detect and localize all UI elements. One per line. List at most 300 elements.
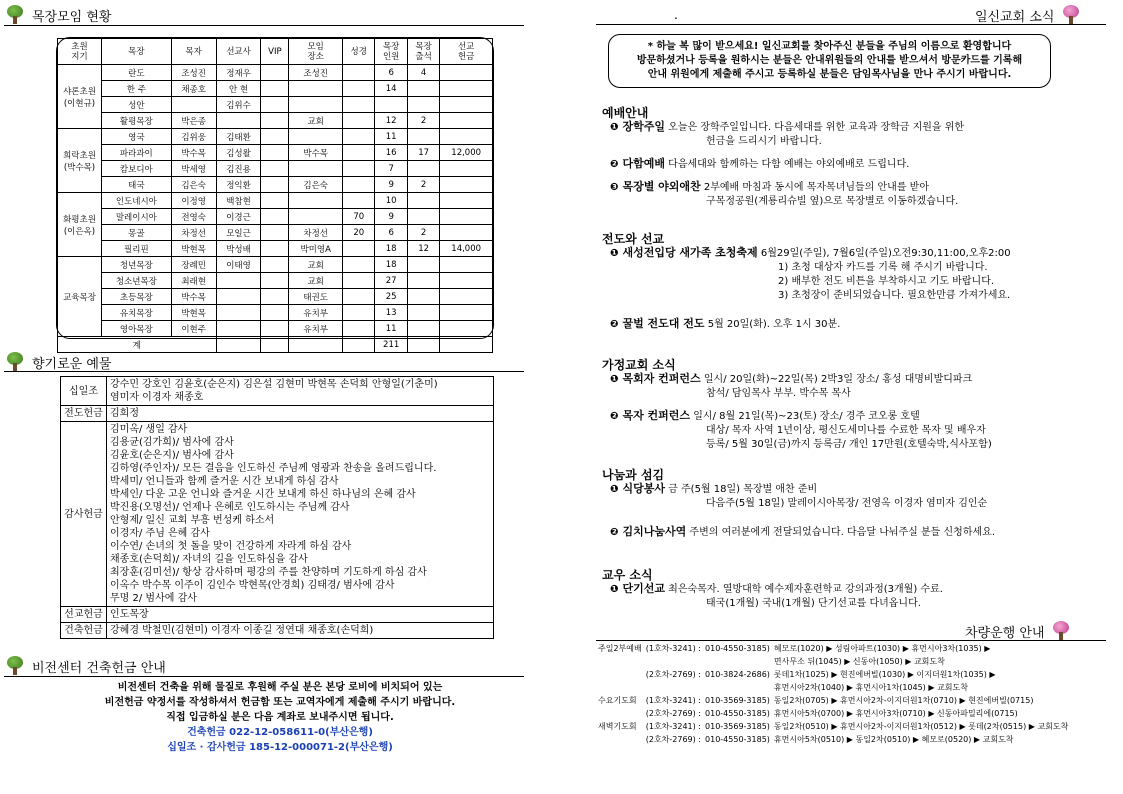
- roster-row: [58, 177, 493, 193]
- roster-table: [57, 38, 493, 353]
- roster-row: [58, 273, 493, 289]
- roster-cell: 18: [375, 241, 407, 257]
- roster-row: [58, 225, 493, 241]
- roster-cell: [216, 337, 261, 353]
- offering-line: 박진용(오명선)/ 언제나 은혜로 인도하시는 주님께 감사: [110, 502, 350, 513]
- roster-header-cell: 모임 장소: [289, 39, 343, 65]
- vehicle-cell: 혜모로(1020) ▶ 성림아파트(1030) ▶ 휴먼시아3차(1035) ▶: [773, 644, 991, 653]
- offering-label: 감사헌금: [61, 422, 107, 607]
- roster-cell: 교회: [289, 113, 343, 129]
- roster-cell: [343, 273, 375, 289]
- roster-cell: [407, 257, 439, 273]
- offering-table: [60, 376, 494, 639]
- roster-total-label: 계: [58, 337, 217, 353]
- vehicle-cell: (1호차-3241) :: [645, 722, 702, 731]
- roster-row: [58, 305, 493, 321]
- roster-cell: [440, 225, 493, 241]
- roster-cell: 이현주: [171, 321, 216, 337]
- notice-item: [610, 246, 1110, 303]
- roster-cell: 초등목장: [102, 289, 172, 305]
- vehicle-cell: [644, 681, 703, 694]
- roster-cell: [261, 273, 289, 289]
- roster-cell: 정익환: [216, 177, 261, 193]
- separator-dot: .: [674, 8, 678, 22]
- notice-item-text: 대상/ 목자 사역 1년이상, 평신도세미나를 수료한 목자 및 배우자: [706, 425, 986, 436]
- notice-item-first-line: [610, 180, 1110, 195]
- notice-item-first-line: [610, 482, 1110, 497]
- roster-cell: 조성진: [171, 65, 216, 81]
- offering-line: 안형제/ 일신 교회 부흥 번성케 하소서: [110, 515, 275, 526]
- roster-cell: [261, 257, 289, 273]
- roster-cell: [343, 129, 375, 145]
- notice-item-title: 장학주일: [622, 120, 665, 133]
- roster-cell: 란도: [102, 65, 172, 81]
- vehicle-header: [965, 621, 1072, 641]
- roster-cell: [407, 129, 439, 145]
- notice-item-text: 다음세대와 함께하는 다함 예배는 야외예배로 드립니다.: [668, 159, 910, 170]
- roster-cell: [261, 241, 289, 257]
- welcome-line: 안내 위원에게 제출해 주시고 등록하실 분들은 담임목사님을 만나 주시기 바랍니다.: [647, 69, 1012, 80]
- roster-cell: 12,000: [440, 145, 493, 161]
- roster-group-name: 교육목장: [58, 257, 102, 337]
- vehicle-cell: 휴먼시아2차(1040) ▶ 휴먼시아1차(1045) ▶ 교회도착: [773, 683, 968, 692]
- roster-cell: 2: [407, 225, 439, 241]
- roster-cell: 조성진: [289, 65, 343, 81]
- roster-cell: 12: [407, 241, 439, 257]
- roster-group-name: 희락초원 (박수목): [58, 129, 102, 193]
- vision-line: 비전헌금 약정서를 작성하셔서 헌금함 또는 교역자에게 제출해 주시기 바랍니다.: [104, 697, 456, 708]
- vehicle-cell: [703, 681, 772, 694]
- offering-line: 이수연/ 손녀의 첫 돌을 맞이 건강하게 자라게 하심 감사: [110, 541, 352, 552]
- roster-cell: [289, 209, 343, 225]
- notice-item-text: 구목정공원(계룡리슈빌 옆)으로 목장별로 이동하겠습니다.: [706, 196, 959, 207]
- roster-cell: [407, 337, 439, 353]
- roster-cell: [440, 305, 493, 321]
- family-heading: 가정교회 소식: [602, 358, 676, 372]
- vehicle-cell: 010-3569-3185): [705, 722, 770, 731]
- roster-cell: 유치목장: [102, 305, 172, 321]
- roster-cell: 채종호: [171, 81, 216, 97]
- roster-cell: 6: [375, 65, 407, 81]
- offering-line: 김하영(주인자)/ 모든 결음을 인도하신 주님께 영광과 찬송을 올려드립니다.: [110, 463, 437, 474]
- roster-cell: 모일근: [216, 225, 261, 241]
- offering-line: 김윤호(순은지)/ 범사에 감사: [110, 450, 234, 461]
- vehicle-cell: 010-3569-3185): [705, 696, 770, 705]
- roster-cell: [261, 161, 289, 177]
- roster-cell: 김은숙: [289, 177, 343, 193]
- roster-frame: [56, 37, 494, 351]
- notice-item-title: 식당봉사: [622, 482, 665, 495]
- notice-item-text: 1) 초청 대상자 카드를 기록 해 주시기 바랍니다.: [778, 262, 988, 273]
- offering-line: 박세미/ 언니들과 함께 즐거운 시간 보내게 하심 감사: [110, 476, 339, 487]
- vehicle-row: [596, 707, 1070, 720]
- title-underline: [596, 24, 1106, 25]
- vehicle-row: [596, 720, 1070, 733]
- roster-cell: 이태영: [216, 257, 261, 273]
- notice-item-text: 2) 배부한 전도 비튼을 부착하시고 기도 바랍니다.: [778, 276, 995, 287]
- offering-line: 최장훈(김미선)/ 항상 감사하며 평강의 주를 찬양하며 기도하게 하심 감사: [110, 567, 427, 578]
- offering-line: 강혜경 박철민(김현미) 이경자 이종길 정연대 채종호(손덕희): [110, 625, 374, 636]
- roster-cell: 이정영: [171, 193, 216, 209]
- tree-icon: [1060, 5, 1082, 25]
- notice-item-title: 새성전입당 새가족 초청축제: [622, 246, 758, 259]
- notice-item-text: 일시/ 20일(화)~22일(목) 2박3일 장소/ 홍성 대명비발디파크: [703, 374, 973, 385]
- roster-cell: 몽골: [102, 225, 172, 241]
- roster-cell: 김위수: [216, 97, 261, 113]
- title-underline: [596, 640, 1106, 641]
- roster-cell: [440, 97, 493, 113]
- roster-cell: 25: [375, 289, 407, 305]
- offering-names: [107, 607, 494, 623]
- roster-row: [58, 321, 493, 337]
- notice-item-title: 목자 컨퍼런스: [622, 409, 691, 422]
- vehicle-cell: 주일2부예배: [598, 644, 642, 653]
- title-underline: [4, 676, 524, 677]
- roster-cell: 영국: [102, 129, 172, 145]
- evangelism-heading: 전도와 선교: [602, 232, 665, 246]
- vehicle-row: [596, 681, 1070, 694]
- roster-cell: [289, 81, 343, 97]
- roster-cell: 청년목장: [102, 257, 172, 273]
- roster-row: [58, 289, 493, 305]
- roster-cell: [343, 305, 375, 321]
- roster-cell: [261, 193, 289, 209]
- evangelism-section: [610, 246, 1110, 346]
- roster-cell: 장례민: [171, 257, 216, 273]
- vehicle-cell: 동일2차(0510) ▶ 휴먼시아2차-이지더원1차(0512) ▶ 롯데(2차(0515) ▶ 교회도착: [773, 722, 1069, 731]
- offering-row: [61, 377, 494, 406]
- number-icon: ❶: [610, 374, 619, 385]
- vehicle-cell: 010-4550-3185): [705, 644, 770, 653]
- roster-cell: 18: [375, 257, 407, 273]
- roster-cell: [289, 193, 343, 209]
- roster-cell: 12: [375, 113, 407, 129]
- offering-names: [107, 422, 494, 607]
- vehicle-cell: 롯데1차(1025) ▶ 현진에버빌(1030) ▶ 이지더원1차(1035) ▶: [773, 670, 996, 679]
- roster-cell: [343, 97, 375, 113]
- roster-cell: [407, 305, 439, 321]
- offering-row: [61, 623, 494, 639]
- offering-names: [107, 406, 494, 422]
- roster-cell: 필리핀: [102, 241, 172, 257]
- offering-line: 채종호(손덕희)/ 자녀의 길을 인도하심을 감사: [110, 554, 308, 565]
- roster-cell: 인도네시아: [102, 193, 172, 209]
- tree-icon: [4, 352, 26, 372]
- notice-item-text: 참석/ 담임목사 부부. 박수목 목사: [706, 388, 851, 399]
- vehicle-row: [596, 694, 1070, 707]
- roster-cell: [261, 97, 289, 113]
- title-underline: [4, 371, 524, 372]
- roster-cell: [343, 321, 375, 337]
- notice-item-text: 오늘은 장학주일입니다. 다음세대를 위한 교육과 장학금 지원을 위한: [668, 122, 965, 133]
- vehicle-cell: 010-3824-2686): [705, 670, 770, 679]
- roster-cell: [440, 289, 493, 305]
- roster-cell: [440, 161, 493, 177]
- roster-row: [58, 193, 493, 209]
- roster-cell: 활평목장: [102, 113, 172, 129]
- roster-cell: 김은숙: [171, 177, 216, 193]
- roster-cell: 차정선: [289, 225, 343, 241]
- vehicle-schedule: [596, 642, 1070, 746]
- roster-cell: 청소년목장: [102, 273, 172, 289]
- roster-total-value: 211: [375, 337, 407, 353]
- notice-item: [610, 317, 1110, 332]
- roster-cell: [343, 145, 375, 161]
- roster-cell: 14,000: [440, 241, 493, 257]
- roster-total-row: [58, 337, 493, 353]
- roster-cell: 27: [375, 273, 407, 289]
- vehicle-cell: 동일2차(0705) ▶ 휴먼시아2차-이지더원1차(0710) ▶ 현진에버빌(0715): [773, 696, 1034, 705]
- roster-cell: 17: [407, 145, 439, 161]
- roster-cell: [216, 305, 261, 321]
- roster-header-cell: 목장 인원: [375, 39, 407, 65]
- roster-cell: 유치부: [289, 305, 343, 321]
- notice-item-text: 다음주(5월 18일) 말레이시아목장/ 전영옥 이경자 염미자 김인순: [706, 498, 988, 509]
- roster-cell: [261, 225, 289, 241]
- notice-item-first-line: [610, 317, 1110, 332]
- roster-row: [58, 209, 493, 225]
- offering-line: 강수민 강호인 김윤호(순은지) 김은설 김현미 박현목 손덕희 안형일(기춘미): [110, 379, 438, 390]
- roster-cell: [440, 177, 493, 193]
- vision-header: [4, 656, 166, 676]
- notice-item-title: 목장별 야외애찬: [622, 180, 701, 193]
- roster-cell: [343, 113, 375, 129]
- roster-cell: [440, 81, 493, 97]
- roster-cell: 태권도: [289, 289, 343, 305]
- roster-row: [58, 113, 493, 129]
- welcome-line: 방문하셨거나 등록을 원하시는 분들은 안내위원들의 안내를 받으셔서 방문카드를 기록해: [636, 55, 1023, 66]
- offering-line: 이옥수 박수목 이주이 김인수 박현목(안경희) 김태경/ 범사에 감사: [110, 580, 395, 591]
- roster-cell: 11: [375, 321, 407, 337]
- vehicle-cell: (1호차-3241) :: [645, 696, 702, 705]
- notice-item: [610, 372, 1110, 401]
- number-icon: ❶: [610, 122, 619, 133]
- roster-cell: [343, 177, 375, 193]
- roster-cell: [289, 161, 343, 177]
- notice-item-text: 태국(1개월) 국내(1개월) 단기선교를 다녀옵니다.: [706, 598, 921, 609]
- notice-item-text: 6월29일(주일), 7월6일(주일)오전9:30,11:00,오후2:00: [760, 248, 1011, 259]
- offering-line: 이경자/ 주님 은혜 감사: [110, 528, 210, 539]
- roster-cell: 박수목: [289, 145, 343, 161]
- roster-cell: 최래현: [171, 273, 216, 289]
- roster-cell: [261, 81, 289, 97]
- notice-item: [610, 157, 1110, 172]
- vision-line: 직접 입금하실 분은 다음 계좌로 보내주시면 됩니다.: [166, 712, 394, 723]
- offering-names: [107, 623, 494, 639]
- roster-header-cell: 선교사: [216, 39, 261, 65]
- roster-cell: [440, 193, 493, 209]
- vehicle-row: [596, 642, 1070, 655]
- roster-cell: 이경근: [216, 209, 261, 225]
- roster-cell: [407, 193, 439, 209]
- roster-cell: [261, 289, 289, 305]
- notice-item: [610, 482, 1110, 511]
- roster-cell: [261, 65, 289, 81]
- roster-cell: 6: [375, 225, 407, 241]
- roster-cell: [440, 321, 493, 337]
- roster-row: [58, 241, 493, 257]
- roster-cell: 박성배: [216, 241, 261, 257]
- roster-group-name: 화평초원 (이은옥): [58, 193, 102, 257]
- roster-cell: [407, 321, 439, 337]
- vehicle-cell: 010-4550-3185): [705, 735, 770, 744]
- notice-item-text: 최은숙목자. 열방대학 예수제자훈련학교 강의과정(3개월) 수료.: [668, 584, 943, 595]
- notice-item-text: 5월 20일(화). 오후 1시 30분.: [707, 319, 841, 330]
- roster-row: [58, 81, 493, 97]
- offering-row: [61, 607, 494, 623]
- offering-row: [61, 406, 494, 422]
- roster-cell: [261, 177, 289, 193]
- roster-cell: 박세영: [171, 161, 216, 177]
- notice-item: [610, 180, 1110, 209]
- roster-cell: [407, 161, 439, 177]
- vehicle-cell: (1호차-3241) :: [645, 644, 702, 653]
- roster-row: [58, 161, 493, 177]
- number-icon: ❷: [610, 319, 619, 330]
- roster-cell: [343, 241, 375, 257]
- offering-row: [61, 422, 494, 607]
- number-icon: ❷: [610, 159, 619, 170]
- roster-cell: [343, 289, 375, 305]
- roster-cell: 김진용: [216, 161, 261, 177]
- notice-item-title: 다함예배: [622, 157, 665, 170]
- notice-item-first-line: [610, 582, 1110, 597]
- roster-cell: 캄보디아: [102, 161, 172, 177]
- roster-cell: [343, 193, 375, 209]
- vehicle-cell: 휴먼시아5차(0510) ▶ 동일2차(0510) ▶ 혜모로(0520) ▶ 교회도착: [773, 735, 1014, 744]
- roster-cell: 김위웅: [171, 129, 216, 145]
- roster-cell: [343, 65, 375, 81]
- roster-cell: [216, 113, 261, 129]
- offering-line: 인도목장: [110, 609, 149, 620]
- notice-item-first-line: [610, 525, 1110, 540]
- notice-item-text: 주변의 여러분에게 전달되었습니다. 다음달 나눠주실 분들 신청하세요.: [689, 527, 995, 538]
- roster-cell: [440, 257, 493, 273]
- tree-icon: [4, 656, 26, 676]
- roster-cell: 16: [375, 145, 407, 161]
- roster-cell: 10: [375, 193, 407, 209]
- vehicle-title: 차량운행 안내: [965, 625, 1045, 641]
- vehicle-cell: [644, 655, 703, 668]
- roster-cell: [261, 113, 289, 129]
- offering-line: 염미자 이경자 채종호: [110, 392, 204, 403]
- notice-item-title: 단기선교: [622, 582, 665, 595]
- share-heading: 나눔과 섬김: [602, 468, 665, 482]
- notice-item-text: 일시/ 8월 21일(목)~23(토) 장소/ 경주 코오롱 호텔: [693, 411, 920, 422]
- notice-item-title: 꿀벌 전도대 전도: [622, 317, 705, 330]
- notice-item-text: 헌금을 드리시기 바랍니다.: [706, 136, 822, 147]
- roster-cell: 14: [375, 81, 407, 97]
- roster-header-cell: VIP: [261, 39, 289, 65]
- roster-row: [58, 65, 493, 81]
- vehicle-cell: 새벽기도회: [598, 722, 637, 731]
- roster-cell: [407, 273, 439, 289]
- roster-cell: 박은종: [171, 113, 216, 129]
- vision-account: 십일조 · 감사헌금 185-12-000071-2(부산은행): [167, 742, 393, 753]
- roster-cell: 한 주: [102, 81, 172, 97]
- roster-cell: [216, 273, 261, 289]
- notice-item-title: 김치나눔사역: [622, 525, 687, 538]
- offering-label: 선교헌금: [61, 607, 107, 623]
- roster-cell: [343, 337, 375, 353]
- vision-account: 건축헌금 022-12-058611-0(부산은행): [187, 727, 373, 738]
- roster-cell: [375, 97, 407, 113]
- roster-cell: [440, 337, 493, 353]
- offering-names: [107, 377, 494, 406]
- offering-line: 박세인/ 다운 고운 언니와 즐거운 시간 보내게 하신 하나님의 은혜 감사: [110, 489, 416, 500]
- roster-cell: 2: [407, 177, 439, 193]
- roster-row: [58, 257, 493, 273]
- roster-cell: 9: [375, 209, 407, 225]
- tree-icon: [4, 5, 26, 25]
- roster-cell: 김성왈: [216, 145, 261, 161]
- vehicle-cell: [596, 681, 644, 694]
- news-title: 일신교회 소식: [975, 9, 1055, 25]
- notice-item: [610, 582, 1110, 611]
- roster-cell: [440, 209, 493, 225]
- roster-cell: 김태환: [216, 129, 261, 145]
- roster-cell: 교회: [289, 273, 343, 289]
- vehicle-cell: [596, 655, 644, 668]
- group-status-header: [4, 5, 111, 25]
- offering-line: 김희정: [110, 408, 139, 419]
- vision-line: 비전센터 건축을 위해 물질로 후원해 주실 분은 본당 로비에 비치되어 있는: [117, 682, 443, 693]
- roster-cell: [440, 273, 493, 289]
- roster-cell: 20: [343, 225, 375, 241]
- roster-cell: 박현목: [171, 305, 216, 321]
- notice-item-text: 금 주(5월 18일) 목장별 애찬 준비: [668, 484, 818, 495]
- vision-message: [60, 680, 500, 755]
- roster-cell: 차정선: [171, 225, 216, 241]
- staff-heading: 교우 소식: [602, 568, 653, 582]
- offering-label: 건축헌금: [61, 623, 107, 639]
- roster-row: [58, 97, 493, 113]
- roster-cell: 태국: [102, 177, 172, 193]
- roster-header-cell: 목장: [102, 39, 172, 65]
- notice-item-title: 목회자 컨퍼런스: [622, 372, 701, 385]
- roster-cell: 2: [407, 113, 439, 129]
- roster-cell: [261, 145, 289, 161]
- roster-cell: 13: [375, 305, 407, 321]
- vehicle-cell: 면사무소 뒤(1045) ▶ 신동아(1050) ▶ 교회도착: [773, 657, 945, 666]
- roster-cell: [407, 209, 439, 225]
- vehicle-cell: 010-4550-3185): [705, 709, 770, 718]
- roster-group-name: 샤론초원 (이현규): [58, 65, 102, 129]
- vehicle-cell: [596, 707, 644, 720]
- vehicle-cell: 휴먼시아5차(0700) ▶ 휴먼시아3차(0710) ▶ 신동아파밀리에(0715): [773, 709, 1018, 718]
- worship-section: [610, 120, 1110, 217]
- news-header: [975, 5, 1082, 25]
- vehicle-cell: (2호차-2769) :: [645, 735, 702, 744]
- roster-cell: 7: [375, 161, 407, 177]
- roster-header-cell: 목자: [171, 39, 216, 65]
- vehicle-cell: (2호차-2769) :: [645, 670, 702, 679]
- offering-line: 무명 2/ 범사에 감사: [110, 593, 197, 604]
- roster-cell: 박현목: [171, 241, 216, 257]
- roster-cell: [216, 321, 261, 337]
- notice-item-first-line: [610, 409, 1110, 424]
- roster-cell: 파라과이: [102, 145, 172, 161]
- roster-cell: [261, 337, 289, 353]
- roster-cell: 박수목: [171, 289, 216, 305]
- roster-cell: [407, 97, 439, 113]
- vehicle-row: [596, 668, 1070, 681]
- vision-title: 비전센터 건축헌금 안내: [32, 660, 166, 676]
- number-icon: ❶: [610, 248, 619, 259]
- vehicle-cell: (2호차-2769) :: [645, 709, 702, 718]
- notice-item-text: 등록/ 5월 30일(금)까지 등록금/ 개인 17만원(호텔숙박,식사포함): [706, 439, 992, 450]
- number-icon: ❸: [610, 182, 619, 193]
